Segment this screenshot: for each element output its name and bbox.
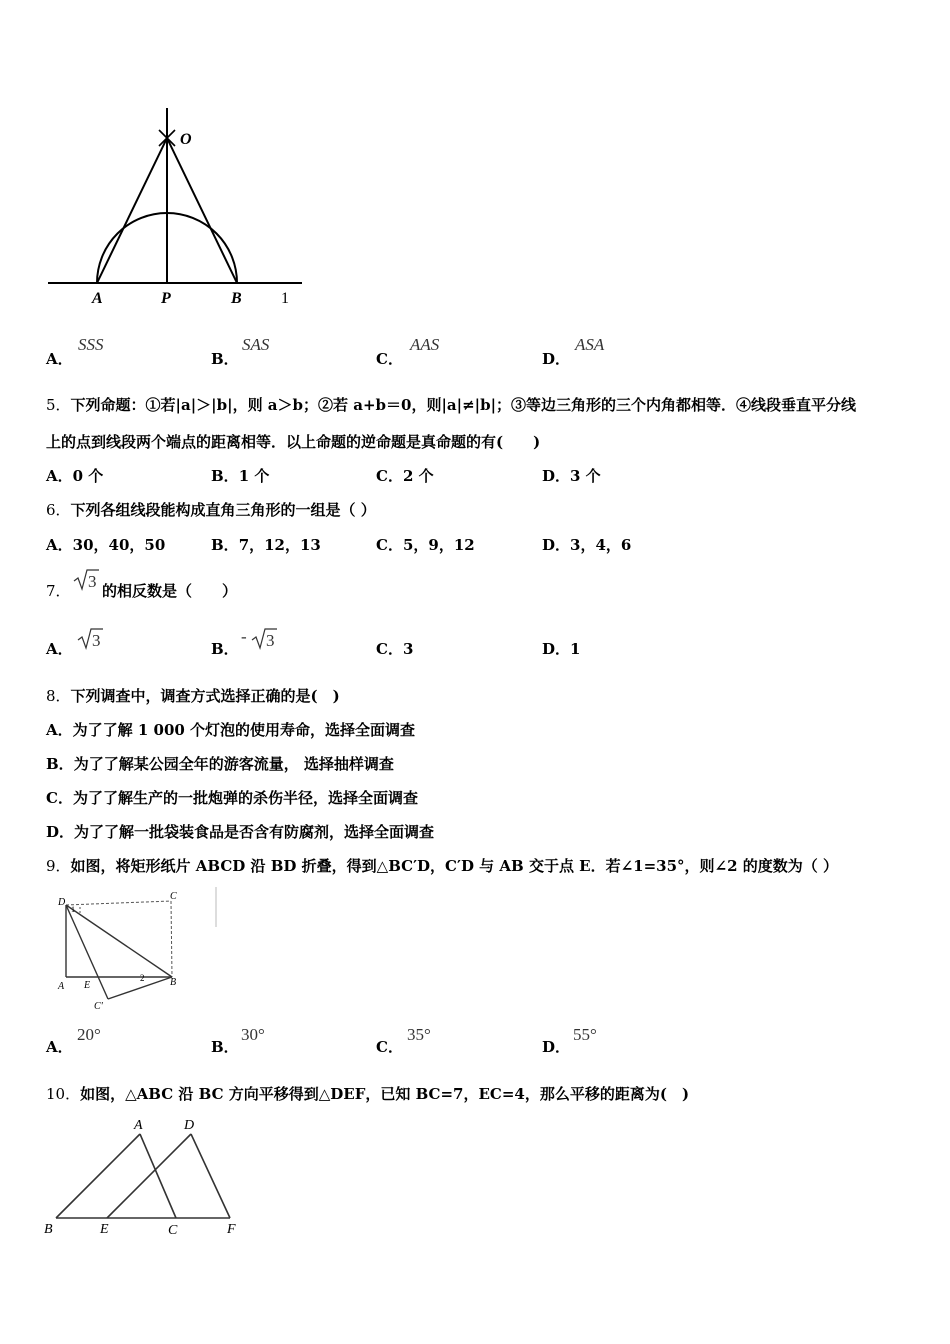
q4-option-b-value: SAS — [242, 335, 270, 354]
option-letter: D． — [46, 823, 75, 841]
option-letter: A． — [46, 1038, 73, 1056]
question-number: 9． — [46, 857, 71, 875]
q4-option-d-value: ASA — [575, 335, 605, 354]
option-letter: D． — [542, 536, 571, 554]
q6-text: 下列各组线段能构成直角三角形的一组是（ ） — [70, 501, 376, 519]
q9-option-b-value: 30° — [241, 1025, 265, 1044]
option-value: 为了了解一批袋装食品是否含有防腐剂，选择全面调查 — [74, 823, 435, 841]
option-letter: D． — [542, 1038, 571, 1056]
question-number: 8． — [46, 687, 71, 705]
q9-stem — [46, 856, 838, 876]
q7-radicand: 3 — [88, 572, 97, 591]
q9-option-b[interactable] — [211, 1037, 239, 1057]
side-df — [191, 1134, 230, 1218]
side-ba — [56, 1134, 140, 1218]
q4-figure — [40, 100, 320, 315]
q7-option-b-radicand: 3 — [266, 631, 275, 650]
label-c: C — [170, 891, 177, 902]
label-2: 2 — [140, 973, 145, 983]
option-value: 3，4，6 — [570, 536, 632, 554]
q7-number: 7． — [46, 582, 71, 600]
label-b: B — [231, 290, 242, 307]
option-letter: B． — [211, 536, 239, 554]
q7-option-d[interactable] — [542, 639, 580, 659]
option-value: 2 个 — [402, 467, 434, 485]
q8-option-a[interactable] — [46, 720, 415, 740]
q9-option-a[interactable] — [46, 1037, 73, 1057]
option-letter: C． — [376, 1038, 403, 1056]
q5-option-a[interactable] — [46, 466, 103, 486]
option-value: 1 — [570, 640, 581, 658]
q5-option-d[interactable] — [542, 466, 601, 486]
q7-option-a-radicand: 3 — [92, 631, 101, 650]
q5-option-c[interactable] — [376, 466, 434, 486]
q8-text: 下列调查中，调查方式选择正确的是( ) — [70, 687, 340, 705]
option-letter: C． — [376, 350, 403, 368]
option-letter: A． — [46, 350, 73, 368]
q4-option-b[interactable] — [211, 349, 239, 369]
option-value: 为了了解生产的一批炮弹的杀伤半径，选择全面调查 — [72, 789, 418, 807]
label-d: D — [184, 1118, 195, 1133]
q5-stem-line1 — [46, 395, 856, 415]
option-letter: A． — [46, 467, 73, 485]
q7-sqrt-symbol — [72, 567, 100, 593]
option-letter: B． — [211, 1038, 239, 1056]
label-b: B — [170, 977, 177, 988]
q8-option-b[interactable] — [46, 754, 394, 774]
q7-option-b[interactable] — [211, 639, 239, 659]
option-letter: D． — [542, 467, 571, 485]
option-value: 1 个 — [238, 467, 270, 485]
q7-option-a-sqrt — [76, 626, 104, 652]
q9-figure — [50, 885, 225, 1015]
option-value: 30，40，50 — [72, 536, 166, 554]
q9-option-d[interactable] — [542, 1037, 570, 1057]
q8-stem — [46, 686, 340, 706]
label-e: E — [100, 1222, 109, 1237]
segment-oa — [97, 138, 167, 283]
option-letter: C． — [46, 789, 73, 807]
dashed-right-cb — [171, 901, 172, 977]
label-a: A — [92, 290, 103, 307]
q9-option-c-value: 35° — [407, 1025, 431, 1044]
label-f: F — [227, 1222, 236, 1237]
label-c-prime: C' — [94, 1001, 103, 1012]
q5-text-line1: 下列命题：①若|a|＞|b|，则 a＞b；②若 a+b＝0，则|a|≠|b|；③等边三角形的三个内角都相等．④线段垂直平分线 — [70, 396, 857, 414]
segment-ob — [167, 138, 237, 283]
q4-option-d[interactable] — [542, 349, 570, 369]
label-b: B — [44, 1222, 53, 1237]
q9-option-a-value: 20° — [77, 1025, 101, 1044]
label-c: C — [168, 1223, 178, 1238]
q8-option-d[interactable] — [46, 822, 434, 842]
q4-option-a-value: SSS — [78, 335, 104, 354]
q7-option-c[interactable] — [376, 639, 413, 659]
q7-option-a[interactable] — [46, 639, 73, 659]
label-o: O — [180, 131, 192, 148]
option-value: 3 个 — [570, 467, 601, 485]
q8-option-c[interactable] — [46, 788, 418, 808]
q9-option-d-value: 55° — [573, 1025, 597, 1044]
q7-text: 的相反数是（ ） — [102, 582, 238, 600]
q6-option-a[interactable] — [46, 535, 165, 555]
label-line-1: 1 — [281, 290, 289, 307]
q5-stem-line2: 上的点到线段两个端点的距离相等．以上命题的逆命题是真命题的有( ) — [46, 433, 541, 451]
q9-option-c[interactable] — [376, 1037, 403, 1057]
q4-option-a[interactable] — [46, 349, 73, 369]
label-e: E — [84, 980, 91, 991]
label-1: 1 — [71, 905, 75, 914]
question-number: 6． — [46, 501, 71, 519]
dashed-top-dc — [66, 901, 171, 905]
option-value: 3 — [402, 640, 414, 658]
option-letter: B． — [46, 755, 74, 773]
q10-stem — [46, 1084, 689, 1104]
q6-stem — [46, 500, 376, 520]
q5-option-b[interactable] — [211, 466, 269, 486]
label-a: A — [58, 981, 65, 992]
option-letter: A． — [46, 536, 73, 554]
option-value: 5，9，12 — [402, 536, 475, 554]
q7-option-b-sign: - — [241, 627, 247, 646]
option-letter: D． — [542, 640, 571, 658]
q9-text: 如图，将矩形纸片 ABCD 沿 BD 折叠，得到△BC′D，C′D 与 AB 交于点 E．若∠1=35°，则∠2 的度数为（ ） — [70, 857, 838, 875]
q6-option-c[interactable] — [376, 535, 475, 555]
option-value: 为了了解某公园全年的游客流量， 选择抽样调查 — [73, 755, 394, 773]
option-letter: A． — [46, 640, 73, 658]
question-number: 5． — [46, 396, 71, 414]
option-value: 为了了解 1 000 个灯泡的使用寿命，选择全面调查 — [72, 721, 416, 739]
question-number: 10． — [46, 1085, 81, 1103]
side-ac — [140, 1134, 176, 1218]
q10-figure — [40, 1112, 250, 1242]
label-a: A — [134, 1118, 143, 1133]
option-letter: C． — [376, 640, 403, 658]
option-value: 0 个 — [72, 467, 104, 485]
option-letter: C． — [376, 467, 403, 485]
q4-option-c[interactable] — [376, 349, 403, 369]
label-d: D — [58, 897, 66, 908]
option-letter: C． — [376, 536, 403, 554]
option-value: 7，12，13 — [238, 536, 321, 554]
q7-option-b-sqrt — [250, 626, 278, 652]
q4-option-c-value: AAS — [410, 335, 440, 354]
label-p: P — [161, 290, 171, 307]
q6-option-b[interactable] — [211, 535, 321, 555]
option-letter: B． — [211, 640, 239, 658]
q10-text: 如图，△ABC 沿 BC 方向平移得到△DEF，已知 BC=7，EC=4，那么平移的距离为( ) — [80, 1085, 690, 1103]
option-letter: B． — [211, 467, 239, 485]
option-letter: D． — [542, 350, 571, 368]
q6-option-d[interactable] — [542, 535, 631, 555]
option-letter: A． — [46, 721, 73, 739]
side-ed — [107, 1134, 191, 1218]
option-letter: B． — [211, 350, 239, 368]
